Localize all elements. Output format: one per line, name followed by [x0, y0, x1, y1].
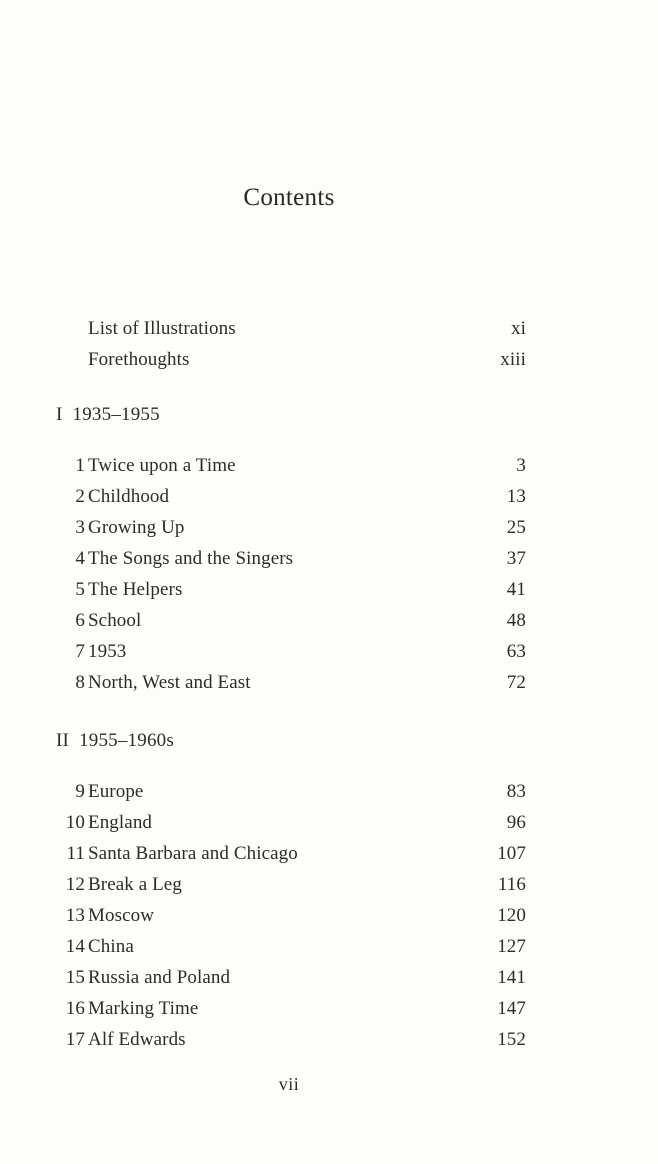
- chapter-title: Break a Leg: [88, 874, 182, 895]
- chapter-title: Marking Time: [88, 998, 199, 1019]
- chapter-page: 120: [497, 905, 526, 926]
- chapter-number: 16: [65, 998, 85, 1019]
- chapter-number: 3: [75, 517, 85, 538]
- chapter-title: School: [88, 610, 142, 631]
- chapter-page: 63: [506, 641, 526, 662]
- chapter-entry-9[interactable]: [54, 776, 526, 807]
- front-matter-list: [88, 313, 526, 375]
- chapter-page: 37: [506, 548, 526, 569]
- chapter-page: 107: [497, 843, 526, 864]
- chapter-number: 6: [75, 610, 85, 631]
- chapter-number: 2: [75, 486, 85, 507]
- chapter-number: 7: [75, 641, 85, 662]
- chapter-title: Childhood: [88, 486, 170, 507]
- part-numeral: I: [56, 404, 63, 425]
- chapter-entry-17[interactable]: [54, 1024, 526, 1055]
- chapter-number: 5: [75, 579, 85, 600]
- chapter-number: 1: [75, 455, 85, 476]
- chapter-title: The Songs and the Singers: [88, 548, 294, 569]
- chapter-page: 147: [497, 998, 526, 1019]
- chapter-page: 41: [506, 579, 526, 600]
- chapter-entry-5[interactable]: [54, 574, 526, 605]
- chapter-title: England: [88, 812, 153, 833]
- toc-entry-page: xi: [511, 318, 526, 339]
- chapter-number: 8: [75, 672, 85, 693]
- chapter-number: 11: [66, 843, 85, 864]
- chapter-page: 72: [506, 672, 526, 693]
- chapter-entry-12[interactable]: [54, 869, 526, 900]
- part-date-range: 1935–1955: [72, 404, 160, 425]
- chapter-entry-16[interactable]: [54, 993, 526, 1024]
- page-title: Contents: [243, 184, 335, 211]
- chapter-title: Alf Edwards: [88, 1029, 186, 1050]
- chapter-title: Twice upon a Time: [88, 455, 236, 476]
- chapter-title: China: [88, 936, 134, 957]
- chapter-page: 116: [497, 874, 526, 895]
- chapter-number: 10: [65, 812, 85, 833]
- chapter-title: The Helpers: [88, 579, 183, 600]
- chapter-entry-7[interactable]: [54, 636, 526, 667]
- chapter-page: 141: [497, 967, 526, 988]
- chapter-title: Growing Up: [88, 517, 185, 538]
- chapter-entry-10[interactable]: [54, 807, 526, 838]
- part-date-range: 1955–1960s: [79, 730, 174, 751]
- chapter-entry-4[interactable]: [54, 543, 526, 574]
- chapter-page: 96: [506, 812, 526, 833]
- chapter-title: Russia and Poland: [88, 967, 231, 988]
- chapter-entry-11[interactable]: [54, 838, 526, 869]
- chapter-number: 14: [65, 936, 85, 957]
- chapter-number: 12: [65, 874, 85, 895]
- chapter-title: 1953: [88, 641, 127, 662]
- chapter-title: North, West and East: [88, 672, 251, 693]
- chapter-number: 9: [75, 781, 85, 802]
- chapter-entry-3[interactable]: [54, 512, 526, 543]
- part-heading-2: [56, 730, 174, 752]
- chapter-entry-8[interactable]: [54, 667, 526, 698]
- chapter-title: Europe: [88, 781, 144, 802]
- toc-entry-title: List of Illustrations: [88, 318, 236, 339]
- chapter-page: 152: [497, 1029, 526, 1050]
- chapter-title: Moscow: [88, 905, 155, 926]
- toc-entry-list-of-illustrations[interactable]: [88, 313, 526, 344]
- toc-entry-page: xiii: [500, 349, 526, 370]
- chapter-number: 4: [75, 548, 85, 569]
- chapter-page: 127: [497, 936, 526, 957]
- chapter-page: 48: [506, 610, 526, 631]
- page-number-folio: vii: [278, 1074, 300, 1094]
- chapter-number: 13: [65, 905, 85, 926]
- chapter-page: 13: [506, 486, 526, 507]
- chapter-page: 3: [516, 455, 526, 476]
- chapter-page: 83: [506, 781, 526, 802]
- part-heading-1: [56, 404, 160, 426]
- toc-entry-forethoughts[interactable]: [88, 344, 526, 375]
- part-1-chapter-list: [54, 450, 526, 698]
- chapter-entry-13[interactable]: [54, 900, 526, 931]
- chapter-entry-15[interactable]: [54, 962, 526, 993]
- chapter-entry-2[interactable]: [54, 481, 526, 512]
- chapter-entry-14[interactable]: [54, 931, 526, 962]
- toc-entry-title: Forethoughts: [88, 349, 190, 370]
- chapter-entry-6[interactable]: [54, 605, 526, 636]
- chapter-page: 25: [506, 517, 526, 538]
- chapter-number: 15: [65, 967, 85, 988]
- chapter-number: 17: [65, 1029, 85, 1050]
- part-numeral: II: [56, 730, 70, 751]
- part-2-chapter-list: [54, 776, 526, 1055]
- chapter-title: Santa Barbara and Chicago: [88, 843, 298, 864]
- chapter-entry-1[interactable]: [54, 450, 526, 481]
